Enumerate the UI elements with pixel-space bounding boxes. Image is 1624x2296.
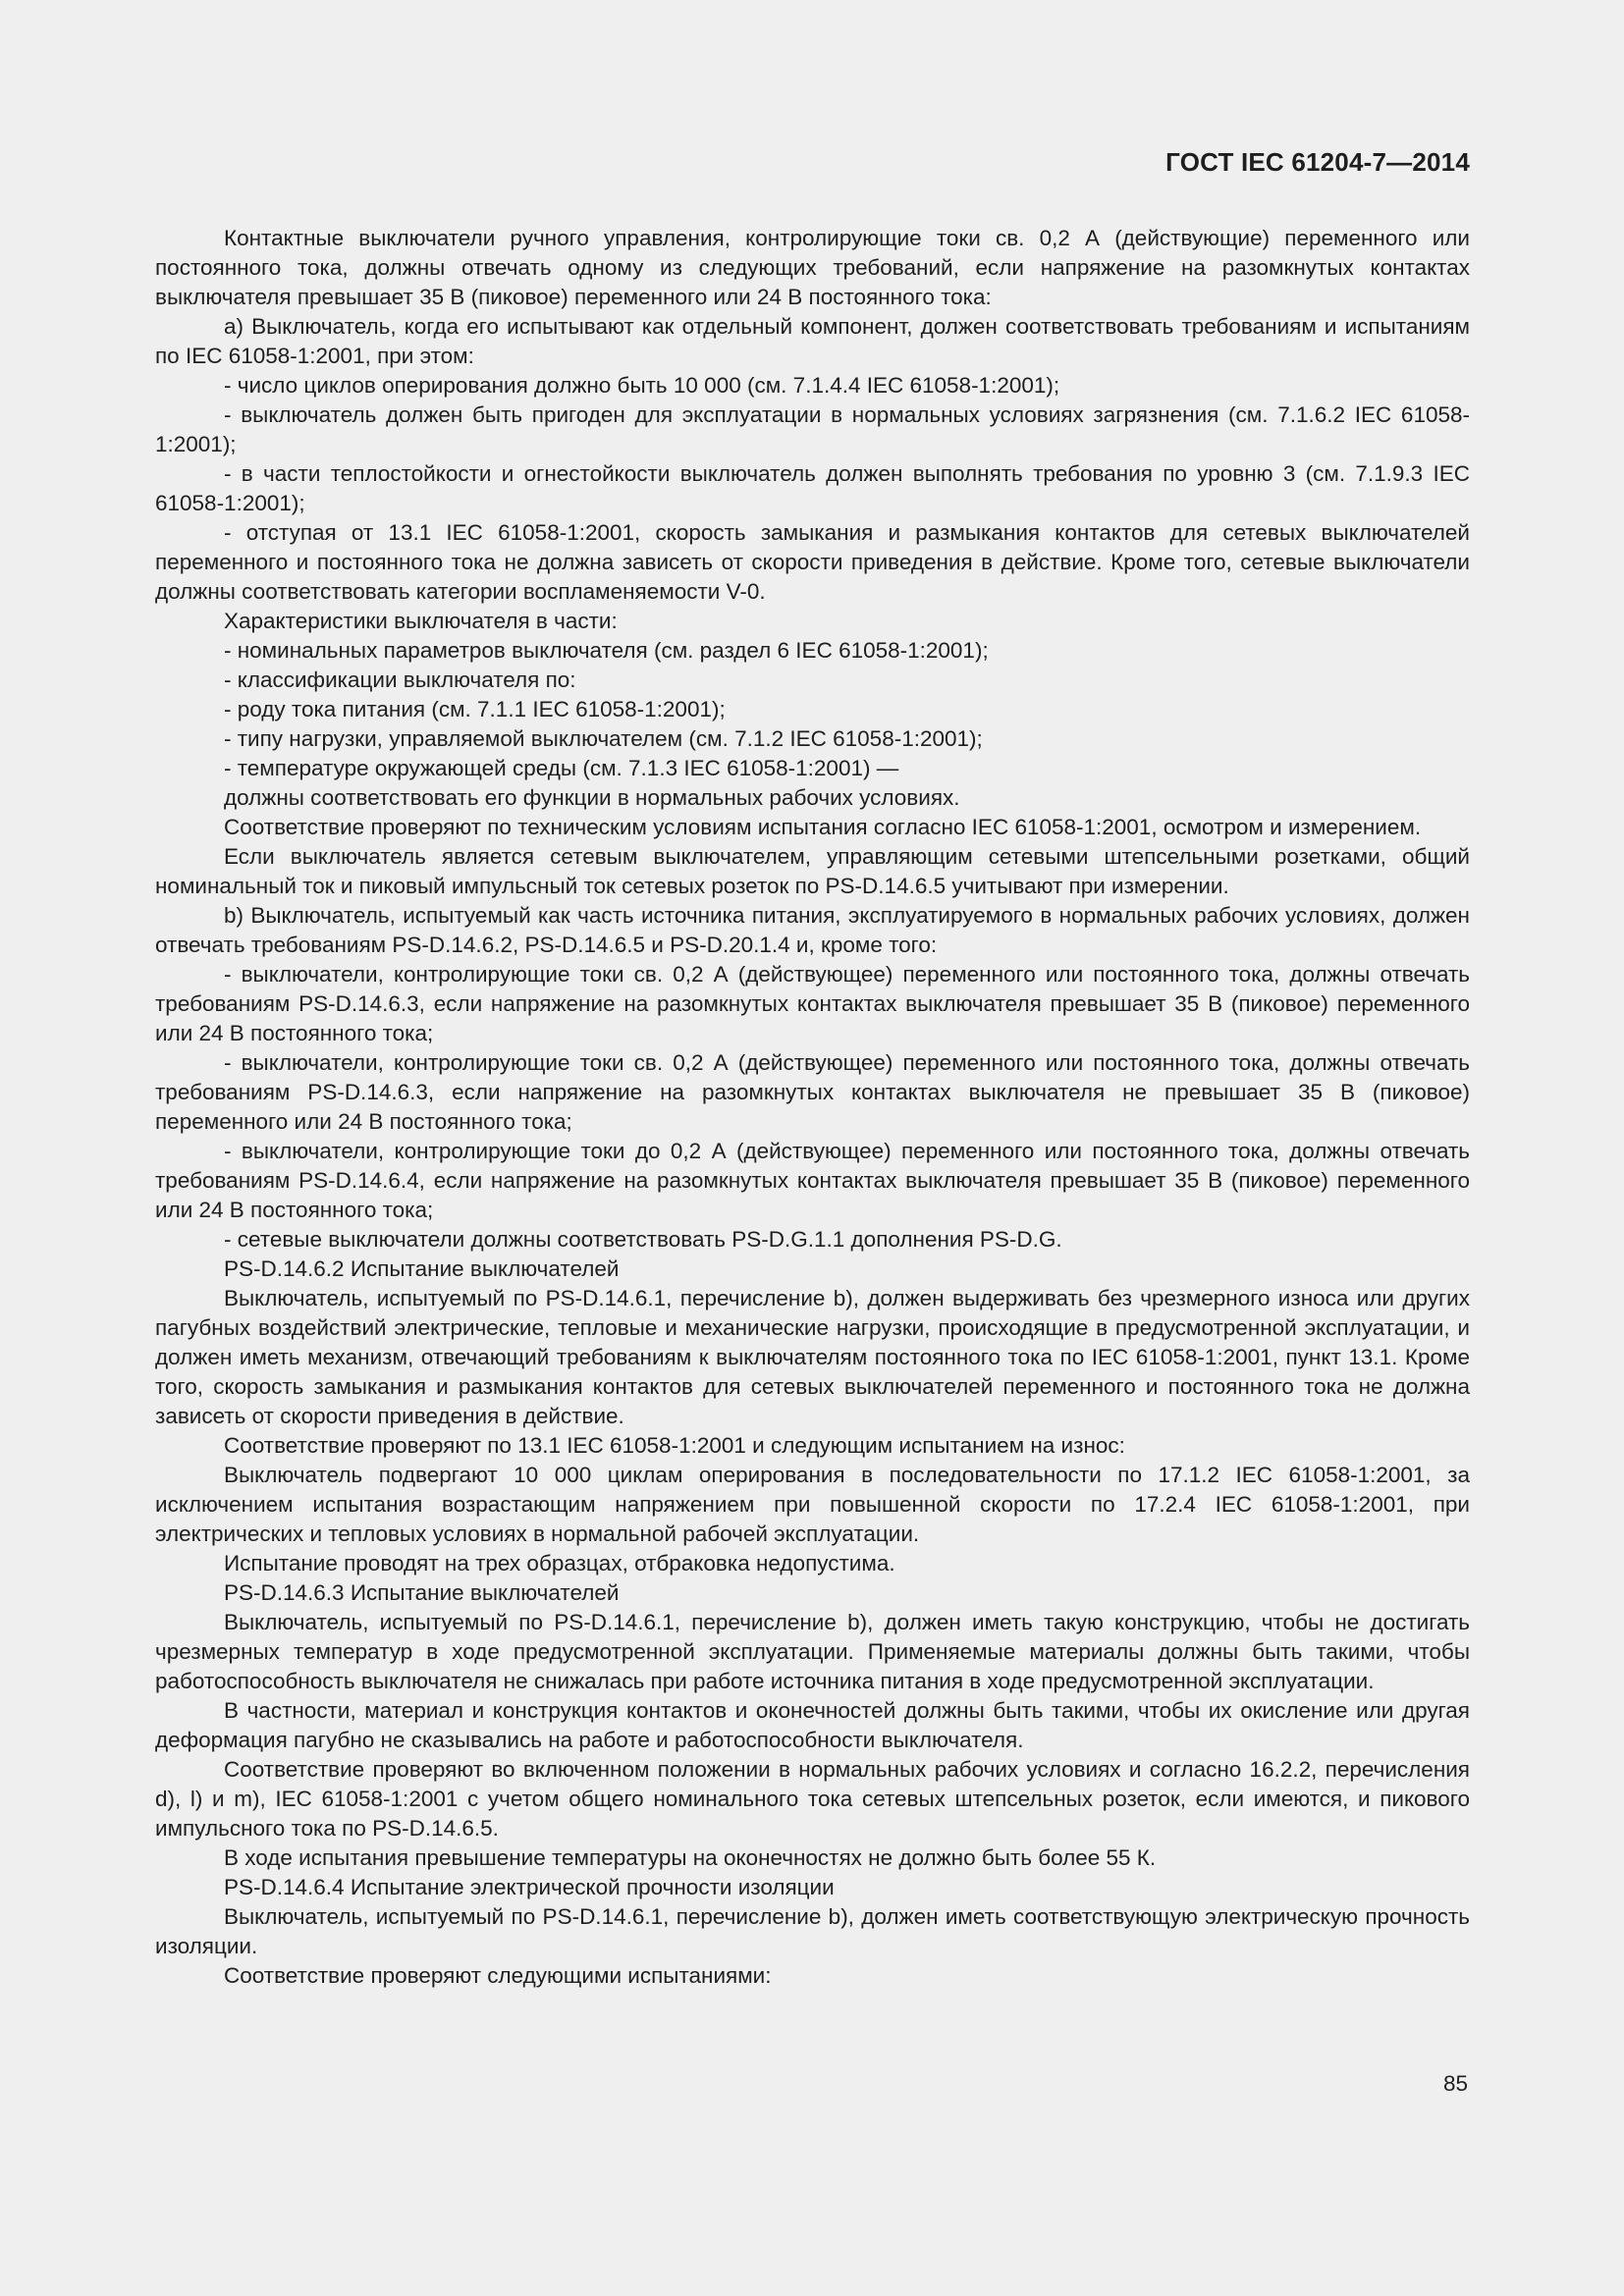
list-item: - выключатели, контролирующие токи св. 0,2 А (действующее) переменного или постоянного тока, должны отвечать требованиям PS-D.14.6.3, если напряжение на разомкнутых контактах выключателя превышает 35 В (пиковое) переменного или 24 В постоянного тока; [155, 962, 1470, 1045]
paragraph: Соответствие проверяют следующими испытаниями: [224, 1963, 772, 1988]
paragraph: Если выключатель является сетевым выключателем, управляющим сетевыми штепсельными розетками, общий номинальный ток и пиковый импульсный ток сетевых розеток по PS-D.14.6.5 учитывают при измерении. [155, 844, 1470, 898]
paragraph: Соответствие проверяют во включенном положении в нормальных рабочих условиях и согласно 16.2.2, перечисления d), l) и m), IEC 61058-1:2001 с учетом общего номинального тока сетевых штепсельных розеток, если имеются, и пикового импульсного тока по PS-D.14.6.5. [155, 1757, 1470, 1841]
list-item: - температуре окружающей среды (см. 7.1.3 IEC 61058-1:2001) — [224, 756, 899, 780]
document-body [155, 224, 1470, 1991]
paragraph: должны соответствовать его функции в нормальных рабочих условиях. [224, 785, 960, 810]
paragraph: b) Выключатель, испытуемый как часть источника питания, эксплуатируемого в нормальных рабочих условиях, должен отвечать требованиям PS-D.14.6.2, PS-D.14.6.5 и PS-D.20.1.4 и, кроме того: [155, 903, 1470, 957]
paragraph: В ходе испытания превышение температуры на оконечностях не должно быть более 55 К. [224, 1845, 1157, 1870]
list-item: - выключатель должен быть пригоден для эксплуатации в нормальных условиях загрязнения (см. 7.1.6.2 IEC 61058-1:2001); [155, 402, 1470, 456]
list-item: - в части теплостойкости и огнестойкости выключатель должен выполнять требования по уровню 3 (см. 7.1.9.3 IEC 61058-1:2001); [155, 461, 1470, 515]
list-item: - число циклов оперирования должно быть 10 000 (см. 7.1.4.4 IEC 61058-1:2001); [224, 373, 1060, 398]
paragraph: В частности, материал и конструкция контактов и оконечностей должны быть такими, чтобы их окисление или другая деформация пагубно не сказывались на работе и работоспособности выключателя. [155, 1698, 1470, 1752]
paragraph: Соответствие проверяют по 13.1 IEC 61058-1:2001 и следующим испытанием на износ: [224, 1433, 1125, 1458]
paragraph: Выключатель подвергают 10 000 циклам оперирования в последовательности по 17.1.2 IEC 61058-1:2001, за исключением испытания возрастающим напряжением при повышенной скорости по 17.2.4 IEC 61058-1:2001, при электрических и тепловых условиях в нормальной рабочей эксплуатации. [155, 1463, 1470, 1546]
document-header: ГОСТ IEC 61204-7—2014 [1165, 147, 1470, 177]
list-item: - выключатели, контролирующие токи до 0,2 А (действующее) переменного или постоянного тока, должны отвечать требованиям PS-D.14.6.4, если напряжение на разомкнутых контактах выключателя превышает 35 В (пиковое) переменного или 24 В постоянного тока; [155, 1139, 1470, 1222]
paragraph: Выключатель, испытуемый по PS-D.14.6.1, перечисление b), должен выдерживать без чрезмерного износа или других пагубных воздействий электрические, тепловые и механические нагрузки, происходящие в предусмотренной эксплуатации, и должен иметь механизм, отвечающий требованиям к выключателям постоянного тока по IEC 61058-1:2001, пункт 13.1. Кроме того, скорость замыкания и размыкания контактов для сетевых выключателей переменного и постоянного тока не должна зависеть от скорости приведения в действие. [155, 1286, 1470, 1428]
list-item: - номинальных параметров выключателя (см. раздел 6 IEC 61058-1:2001); [224, 638, 989, 663]
list-item: - классификации выключателя по: [224, 667, 576, 692]
list-item: - выключатели, контролирующие токи св. 0,2 А (действующее) переменного или постоянного тока, должны отвечать требованиям PS-D.14.6.3, если напряжение на разомкнутых контактах выключателя не превышает 35 В (пиковое) переменного или 24 В постоянного тока; [155, 1050, 1470, 1134]
section-heading: PS-D.14.6.3 Испытание выключателей [224, 1580, 620, 1605]
section-heading: PS-D.14.6.4 Испытание электрической прочности изоляции [224, 1875, 835, 1899]
paragraph: Характеристики выключателя в части: [224, 609, 618, 633]
list-item: - роду тока питания (см. 7.1.1 IEC 61058-1:2001); [224, 697, 726, 721]
section-heading: PS-D.14.6.2 Испытание выключателей [224, 1256, 620, 1281]
list-item: - сетевые выключатели должны соответствовать PS-D.G.1.1 дополнения PS-D.G. [224, 1227, 1062, 1252]
paragraph: a) Выключатель, когда его испытывают как отдельный компонент, должен соответствовать требованиям и испытаниям по IEC 61058-1:2001, при этом: [155, 314, 1470, 368]
paragraph: Соответствие проверяют по техническим условиям испытания согласно IEC 61058-1:2001, осмотром и измерением. [224, 815, 1422, 839]
list-item: - отступая от 13.1 IEC 61058-1:2001, скорость замыкания и размыкания контактов для сетевых выключателей переменного и постоянного тока не должна зависеть от скорости приведения в действие. Кроме того, сетевые выключатели должны соответствовать категории воспламеняемости V-0. [155, 520, 1470, 604]
paragraph: Выключатель, испытуемый по PS-D.14.6.1, перечисление b), должен иметь такую конструкцию, чтобы не достигать чрезмерных температур в ходе предусмотренной эксплуатации. Применяемые материалы должны быть такими, чтобы работоспособность выключателя не снижалась при работе источника питания в ходе предусмотренной эксплуатации. [155, 1610, 1470, 1693]
list-item: - типу нагрузки, управляемой выключателем (см. 7.1.2 IEC 61058-1:2001); [224, 726, 983, 751]
page-number: 85 [1442, 2071, 1468, 2096]
paragraph: Испытание проводят на трех образцах, отбраковка недопустима. [224, 1551, 895, 1575]
paragraph: Выключатель, испытуемый по PS-D.14.6.1, перечисление b), должен иметь соответствующую электрическую прочность изоляции. [155, 1904, 1470, 1958]
paragraph: Контактные выключатели ручного управления, контролирующие токи св. 0,2 А (действующие) переменного или постоянного тока, должны отвечать одному из следующих требований, если напряжение на разомкнутых контактах выключателя превышает 35 В (пиковое) переменного или 24 В постоянного тока: [155, 226, 1470, 309]
